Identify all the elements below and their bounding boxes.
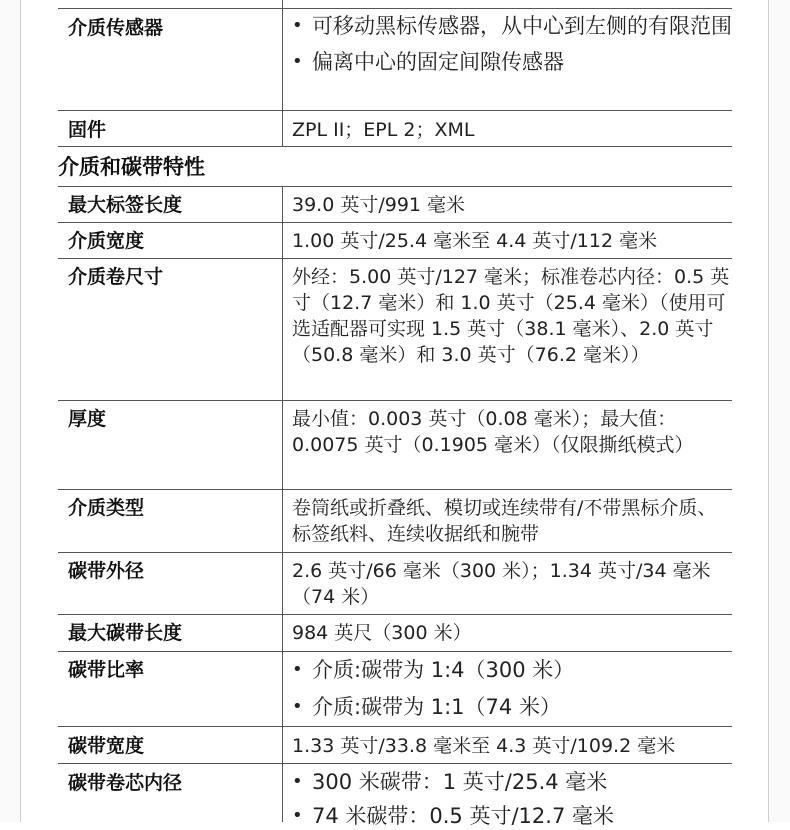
bullet-item: [292, 48, 732, 76]
column-divider: [282, 110, 283, 146]
table-row: [58, 552, 732, 615]
bullet-text: 300 米碳带：1 英寸/25.4 毫米: [312, 770, 608, 794]
column-divider: [282, 8, 283, 110]
row-label: 介质宽度: [68, 230, 145, 252]
table-row-firmware: [58, 110, 732, 147]
bullet-list: [292, 768, 732, 830]
row-label: 碳带卷芯内径: [68, 772, 183, 794]
row-label: 固件: [68, 119, 107, 141]
right-margin: [769, 0, 790, 822]
table-row: [58, 489, 732, 553]
row-value: 1.00 英寸/25.4 毫米至 4.4 英寸/112 毫米: [292, 230, 658, 252]
bullet-text: 介质:碳带为 1:1（74 米）: [312, 695, 561, 719]
table-row-ribbon-ratio: [58, 651, 732, 727]
right-border: [768, 0, 769, 822]
bullet-item: [292, 656, 732, 684]
column-divider: [282, 651, 283, 726]
column-divider: [282, 222, 283, 258]
bullet-text: 介质:碳带为 1:4（300 米）: [312, 658, 575, 682]
row-label: 最大碳带长度: [68, 622, 183, 644]
row-value: 最小值：0.003 英寸（0.08 毫米）；最大值：0.0075 英寸（0.1905 毫米）（仅限撕纸模式）: [292, 408, 694, 456]
row-label: 碳带比率: [68, 659, 145, 681]
bullet-text: 74 米碳带：0.5 英寸/12.7 毫米: [312, 804, 614, 828]
bullet-text: 可移动黑标传感器，从中心到左侧的有限范围: [312, 14, 732, 38]
row-label: 介质卷尺寸: [68, 266, 164, 288]
section-title: 介质和碳带特性: [58, 155, 205, 179]
column-divider: [282, 763, 283, 822]
row-value: 卷筒纸或折叠纸、模切或连续带有/不带黑标介质、标签纸料、连续收据纸和腕带: [292, 497, 717, 545]
column-divider: [282, 552, 283, 614]
table-row: [58, 258, 732, 401]
row-label: 碳带外径: [68, 560, 145, 582]
column-divider: [282, 400, 283, 489]
row-label: 介质类型: [68, 497, 145, 519]
table-row: [58, 726, 732, 764]
column-divider: [282, 489, 283, 552]
column-divider: [282, 614, 283, 651]
column-divider: [282, 186, 283, 222]
bullet-item: [292, 768, 732, 796]
bullet-item: [292, 12, 732, 40]
row-label: 厚度: [68, 408, 107, 430]
table-row: [58, 222, 732, 259]
row-value: 39.0 英寸/991 毫米: [292, 194, 466, 216]
bullet-list: [292, 12, 732, 76]
bullet-item: [292, 693, 732, 721]
column-divider: [282, 726, 283, 763]
bullet-list: [292, 656, 732, 721]
table-row: [58, 614, 732, 652]
column-divider: [282, 0, 283, 8]
column-divider: [282, 258, 283, 400]
table-row: [58, 400, 732, 490]
table-row-ribbon-core: [58, 763, 732, 828]
row-value: 1.33 英寸/33.8 毫米至 4.3 英寸/109.2 毫米: [292, 735, 676, 757]
row-value: 2.6 英寸/66 毫米（300 米）；1.34 英寸/34 毫米（74 米）: [292, 560, 711, 608]
row-label: 最大标签长度: [68, 194, 183, 216]
left-margin: [0, 0, 20, 822]
bullet-text: 偏离中心的固定间隙传感器: [312, 50, 564, 74]
row-value: 外经：5.00 英寸/127 毫米；标准卷芯内径：0.5 英寸（12.7 毫米）和 1.0 英寸（25.4 毫米）（使用可选适配器可实现 1.5 英寸（38.1 毫米）、2.0 英寸（50.8 毫米）和 3.0 英寸（76.2 毫米））: [292, 266, 730, 366]
table-row-media-sensor: [58, 8, 732, 111]
left-border: [20, 0, 21, 822]
row-value: 984 英尺（300 米）: [292, 622, 472, 644]
row-label: 介质传感器: [68, 17, 164, 39]
row-label: 碳带宽度: [68, 735, 145, 757]
row-value: ZPL II；EPL 2；XML: [292, 119, 475, 141]
table-row: [58, 186, 732, 223]
section-row: [58, 146, 732, 187]
bullet-item: [292, 802, 732, 830]
